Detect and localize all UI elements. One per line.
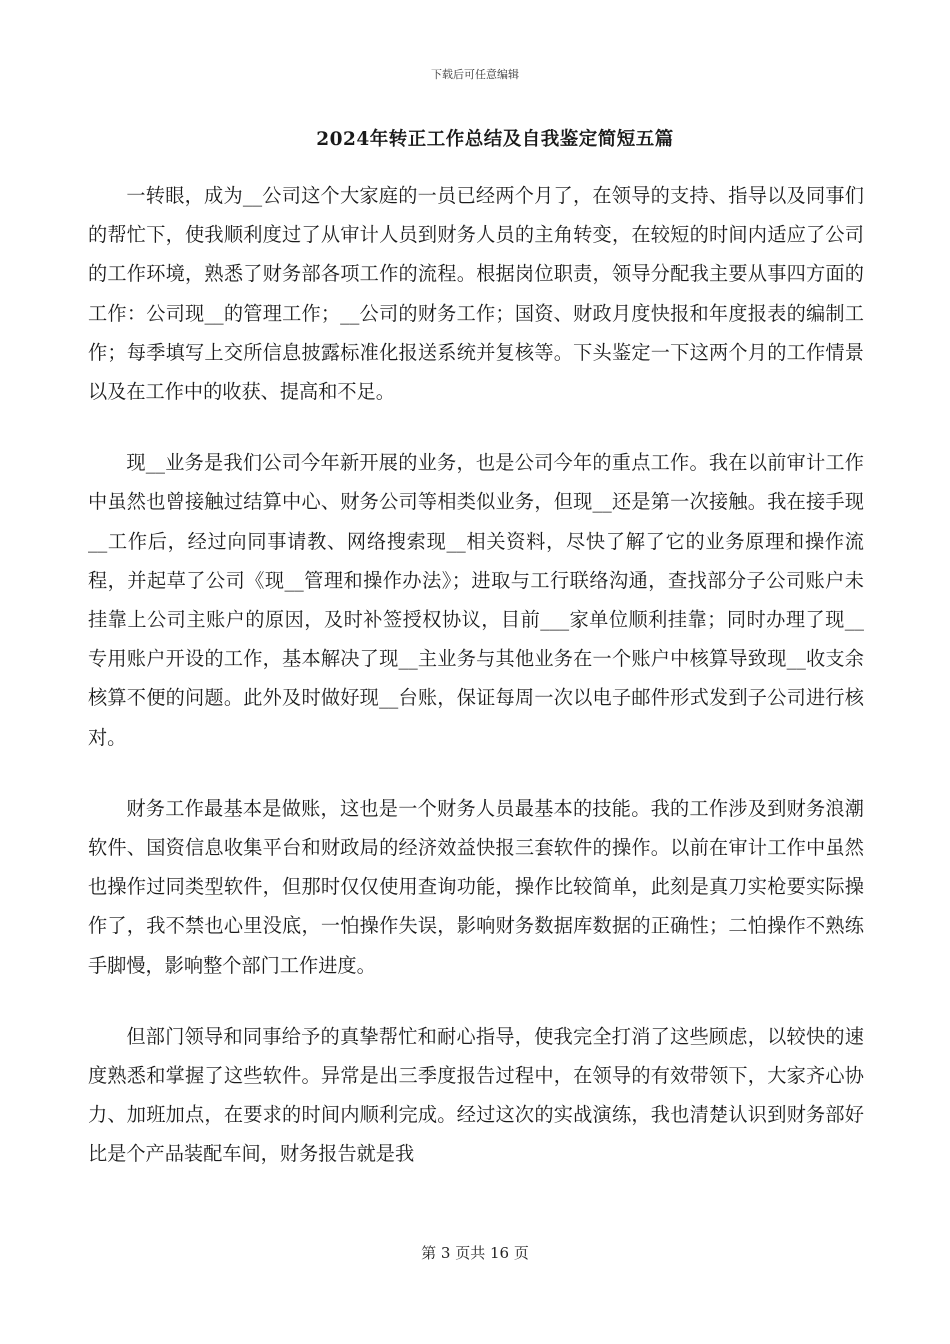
document-body — [88, 176, 864, 1206]
document-title: 2024年转正工作总结及自我鉴定简短五篇 — [316, 129, 674, 150]
paragraph: 财务工作最基本是做账，这也是一个财务人员最基本的技能。我的工作涉及到财务浪潮软件、国资信息收集平台和财政局的经济效益快报三套软件的操作。以前在审计工作中虽然也操作过同类型软件，但那时仅仅使用查询功能，操作比较简单，此刻是真刀实枪要实际操作了，我不禁也心里没底，一怕操作失误，影响财务数据库数据的正确性；二怕操作不熟练手脚慢，影响整个部门工作进度。 — [88, 796, 864, 977]
page-header-note: 下载后可任意编辑 — [431, 68, 519, 81]
paragraph: 现__业务是我们公司今年新开展的业务，也是公司今年的重点工作。我在以前审计工作中虽然也曾接触过结算中心、财务公司等相类似业务，但现__还是第一次接触。我在接手现__工作后，经过向同事请教、网络搜索现__相关资料，尽快了解了它的业务原理和操作流程，并起草了公司《现__管理和操作办法》；进取与工行联络沟通，查找部分子公司账户未挂靠上公司主账户的原因，及时补签授权协议，目前___家单位顺利挂靠；同时办理了现__专用账户开设的工作，基本解决了现__主业务与其他业务在一个账户中核算导致现__收支余核算不便的问题。此外及时做好现__台账，保证每周一次以电子邮件形式发到子公司进行核对。 — [88, 451, 864, 749]
page-number: 第 3 页共 16 页 — [421, 1244, 529, 1262]
paragraph: 一转眼，成为__公司这个大家庭的一员已经两个月了，在领导的支持、指导以及同事们的帮忙下，使我顺利度过了从审计人员到财务人员的主角转变，在较短的时间内适应了公司的工作环境，熟悉了财务部各项工作的流程。根据岗位职责，领导分配我主要从事四方面的工作：公司现__的管理工作；__公司的财务工作；国资、财政月度快报和年度报表的编制工作；每季填写上交所信息披露标准化报送系统并复核等。下头鉴定一下这两个月的工作情景以及在工作中的收获、提高和不足。 — [88, 184, 864, 404]
paragraph: 但部门领导和同事给予的真挚帮忙和耐心指导，使我完全打消了这些顾虑，以较快的速度熟悉和掌握了这些软件。异常是出三季度报告过程中，在领导的有效带领下，大家齐心协力、加班加点，在要求的时间内顺利完成。经过这次的实战演练，我也清楚认识到财务部好比是个产品装配车间，财务报告就是我 — [88, 1024, 864, 1166]
